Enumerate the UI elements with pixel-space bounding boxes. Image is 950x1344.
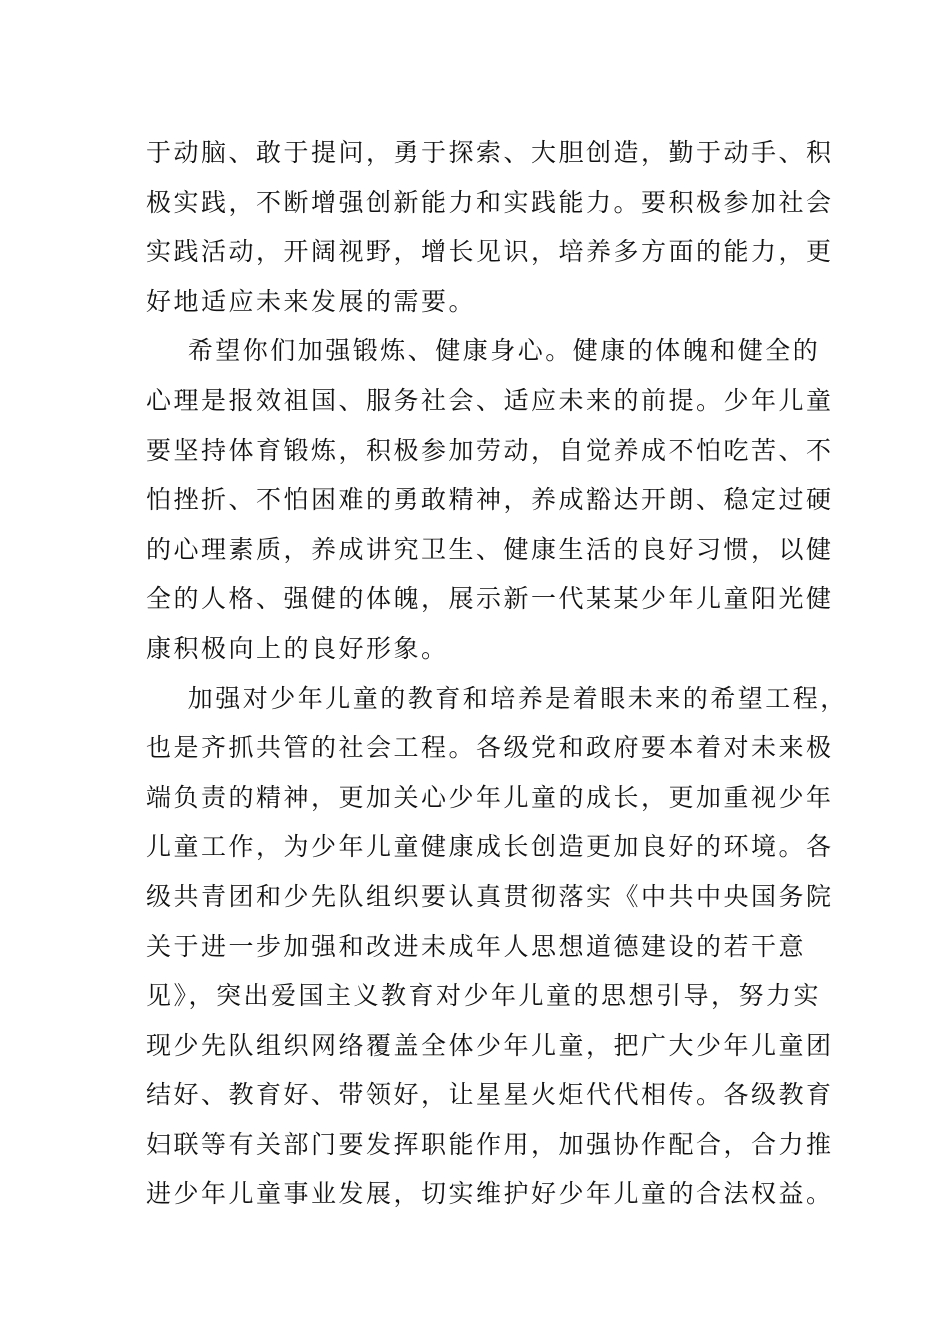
- text-line: 全的人格、强健的体魄，展示新一代某某少年儿童阳光健: [146, 584, 834, 614]
- text-line: 要坚持体育锻炼，积极参加劳动，自觉养成不怕吃苦、不: [146, 435, 834, 465]
- text-line: 心理是报效祖国、服务社会、适应未来的前提。少年儿童: [146, 385, 834, 415]
- text-line: 希望你们加强锻炼、健康身心。健康的体魄和健全的: [146, 336, 821, 366]
- text-line: 儿童工作，为少年儿童健康成长创造更加良好的环境。各: [146, 832, 834, 862]
- text-line: 的心理素质，养成讲究卫生、健康生活的良好习惯，以健: [146, 534, 834, 564]
- text-line: 妇联等有关部门要发挥职能作用，加强协作配合，合力推: [146, 1129, 834, 1159]
- text-line: 结好、教育好、带领好，让星星火炬代代相传。各级教育: [146, 1080, 834, 1110]
- text-line: 实践活动，开阔视野，增长见识，培养多方面的能力，更: [146, 237, 834, 267]
- text-line: 也是齐抓共管的社会工程。各级党和政府要本着对未来极: [146, 733, 834, 763]
- text-line: 级共青团和少先队组织要认真贯彻落实《中共中央国务院: [146, 881, 834, 911]
- text-line: 现少先队组织网络覆盖全体少年儿童，把广大少年儿童团: [146, 1030, 834, 1060]
- text-line: 见》，突出爱国主义教育对少年儿童的思想引导，努力实: [146, 981, 822, 1011]
- text-line: 怕挫折、不怕困难的勇敢精神，养成豁达开朗、稳定过硬: [146, 485, 834, 515]
- text-line: 进少年儿童事业发展，切实维护好少年儿童的合法权益。: [146, 1179, 834, 1209]
- text-line: 于动脑、敢于提问，勇于探索、大胆创造，勤于动手、积: [146, 138, 834, 167]
- text-line: 极实践，不断增强创新能力和实践能力。要积极参加社会: [146, 187, 834, 217]
- text-line: 关于进一步加强和改进未成年人思想道德建设的若干意: [146, 931, 807, 961]
- text-line: 好地适应未来发展的需要。: [146, 286, 477, 316]
- document-body: [146, 128, 848, 1219]
- text-line: 端负责的精神，更加关心少年儿童的成长，更加重视少年: [146, 782, 834, 812]
- text-line: 康积极向上的良好形象。: [146, 633, 449, 663]
- text-line: 加强对少年儿童的教育和培养是着眼未来的希望工程，: [146, 683, 848, 713]
